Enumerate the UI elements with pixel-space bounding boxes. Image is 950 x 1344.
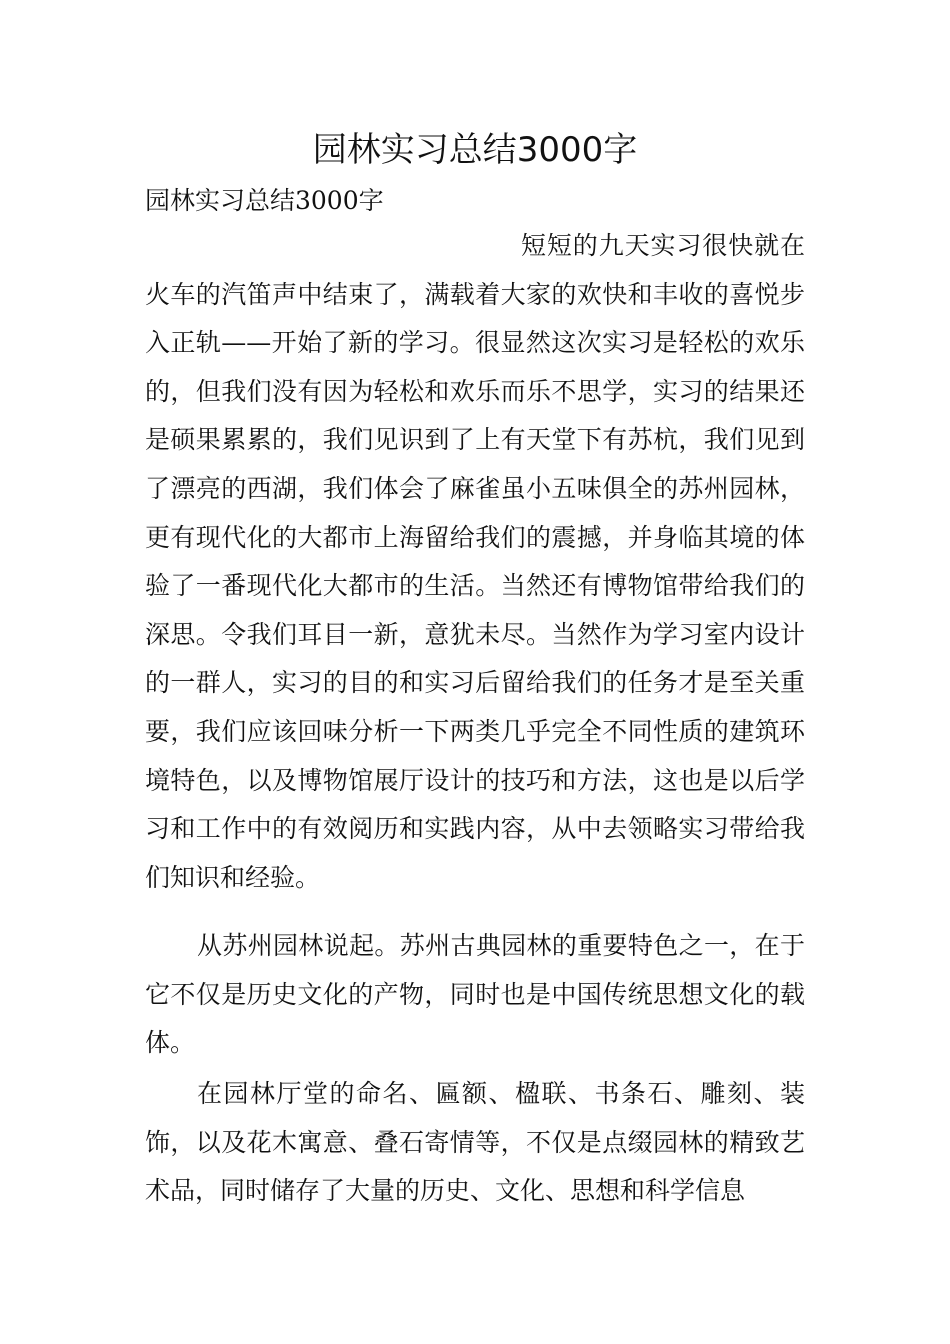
paragraph-1: 短短的九天实习很快就在火车的汽笛声中结束了，满载着大家的欢快和丰收的喜悦步入正轨——开始了新的学习。很显然这次实习是轻松的欢乐的，但我们没有因为轻松和欢乐而乐不思学，实习的结果还是硕果累累的，我们见识到了上有天堂下有苏杭，我们见到了漂亮的西湖，我们体会了麻雀虽小五味俱全的苏州园林，更有现代化的大都市上海留给我们的震撼，并身临其境的体验了一番现代化大都市的生活。当然还有博物馆带给我们的深思。令我们耳目一新，意犹未尽。当然作为学习室内设计的一群人，实习的目的和实习后留给我们的任务才是至关重要，我们应该回味分析一下两类几乎完全不同性质的建筑环境特色，以及博物馆展厅设计的技巧和方法，这也是以后学习和工作中的有效阅历和实践内容，从中去领略实习带给我们知识和经验。 [145, 231, 805, 892]
paragraph-2: 从苏州园林说起。苏州古典园林的重要特色之一，在于它不仅是历史文化的产物，同时也是中国传统思想文化的载体。 [145, 931, 805, 1058]
paragraph-3: 在园林厅堂的命名、匾额、楹联、书条石、雕刻、装饰，以及花木寓意、叠石寄情等，不仅是点缀园林的精致艺术品，同时储存了大量的历史、文化、思想和科学信息 [145, 1079, 805, 1206]
document-subtitle: 园林实习总结3000字 [145, 186, 384, 215]
document-title: 园林实习总结3000字 [312, 130, 638, 170]
